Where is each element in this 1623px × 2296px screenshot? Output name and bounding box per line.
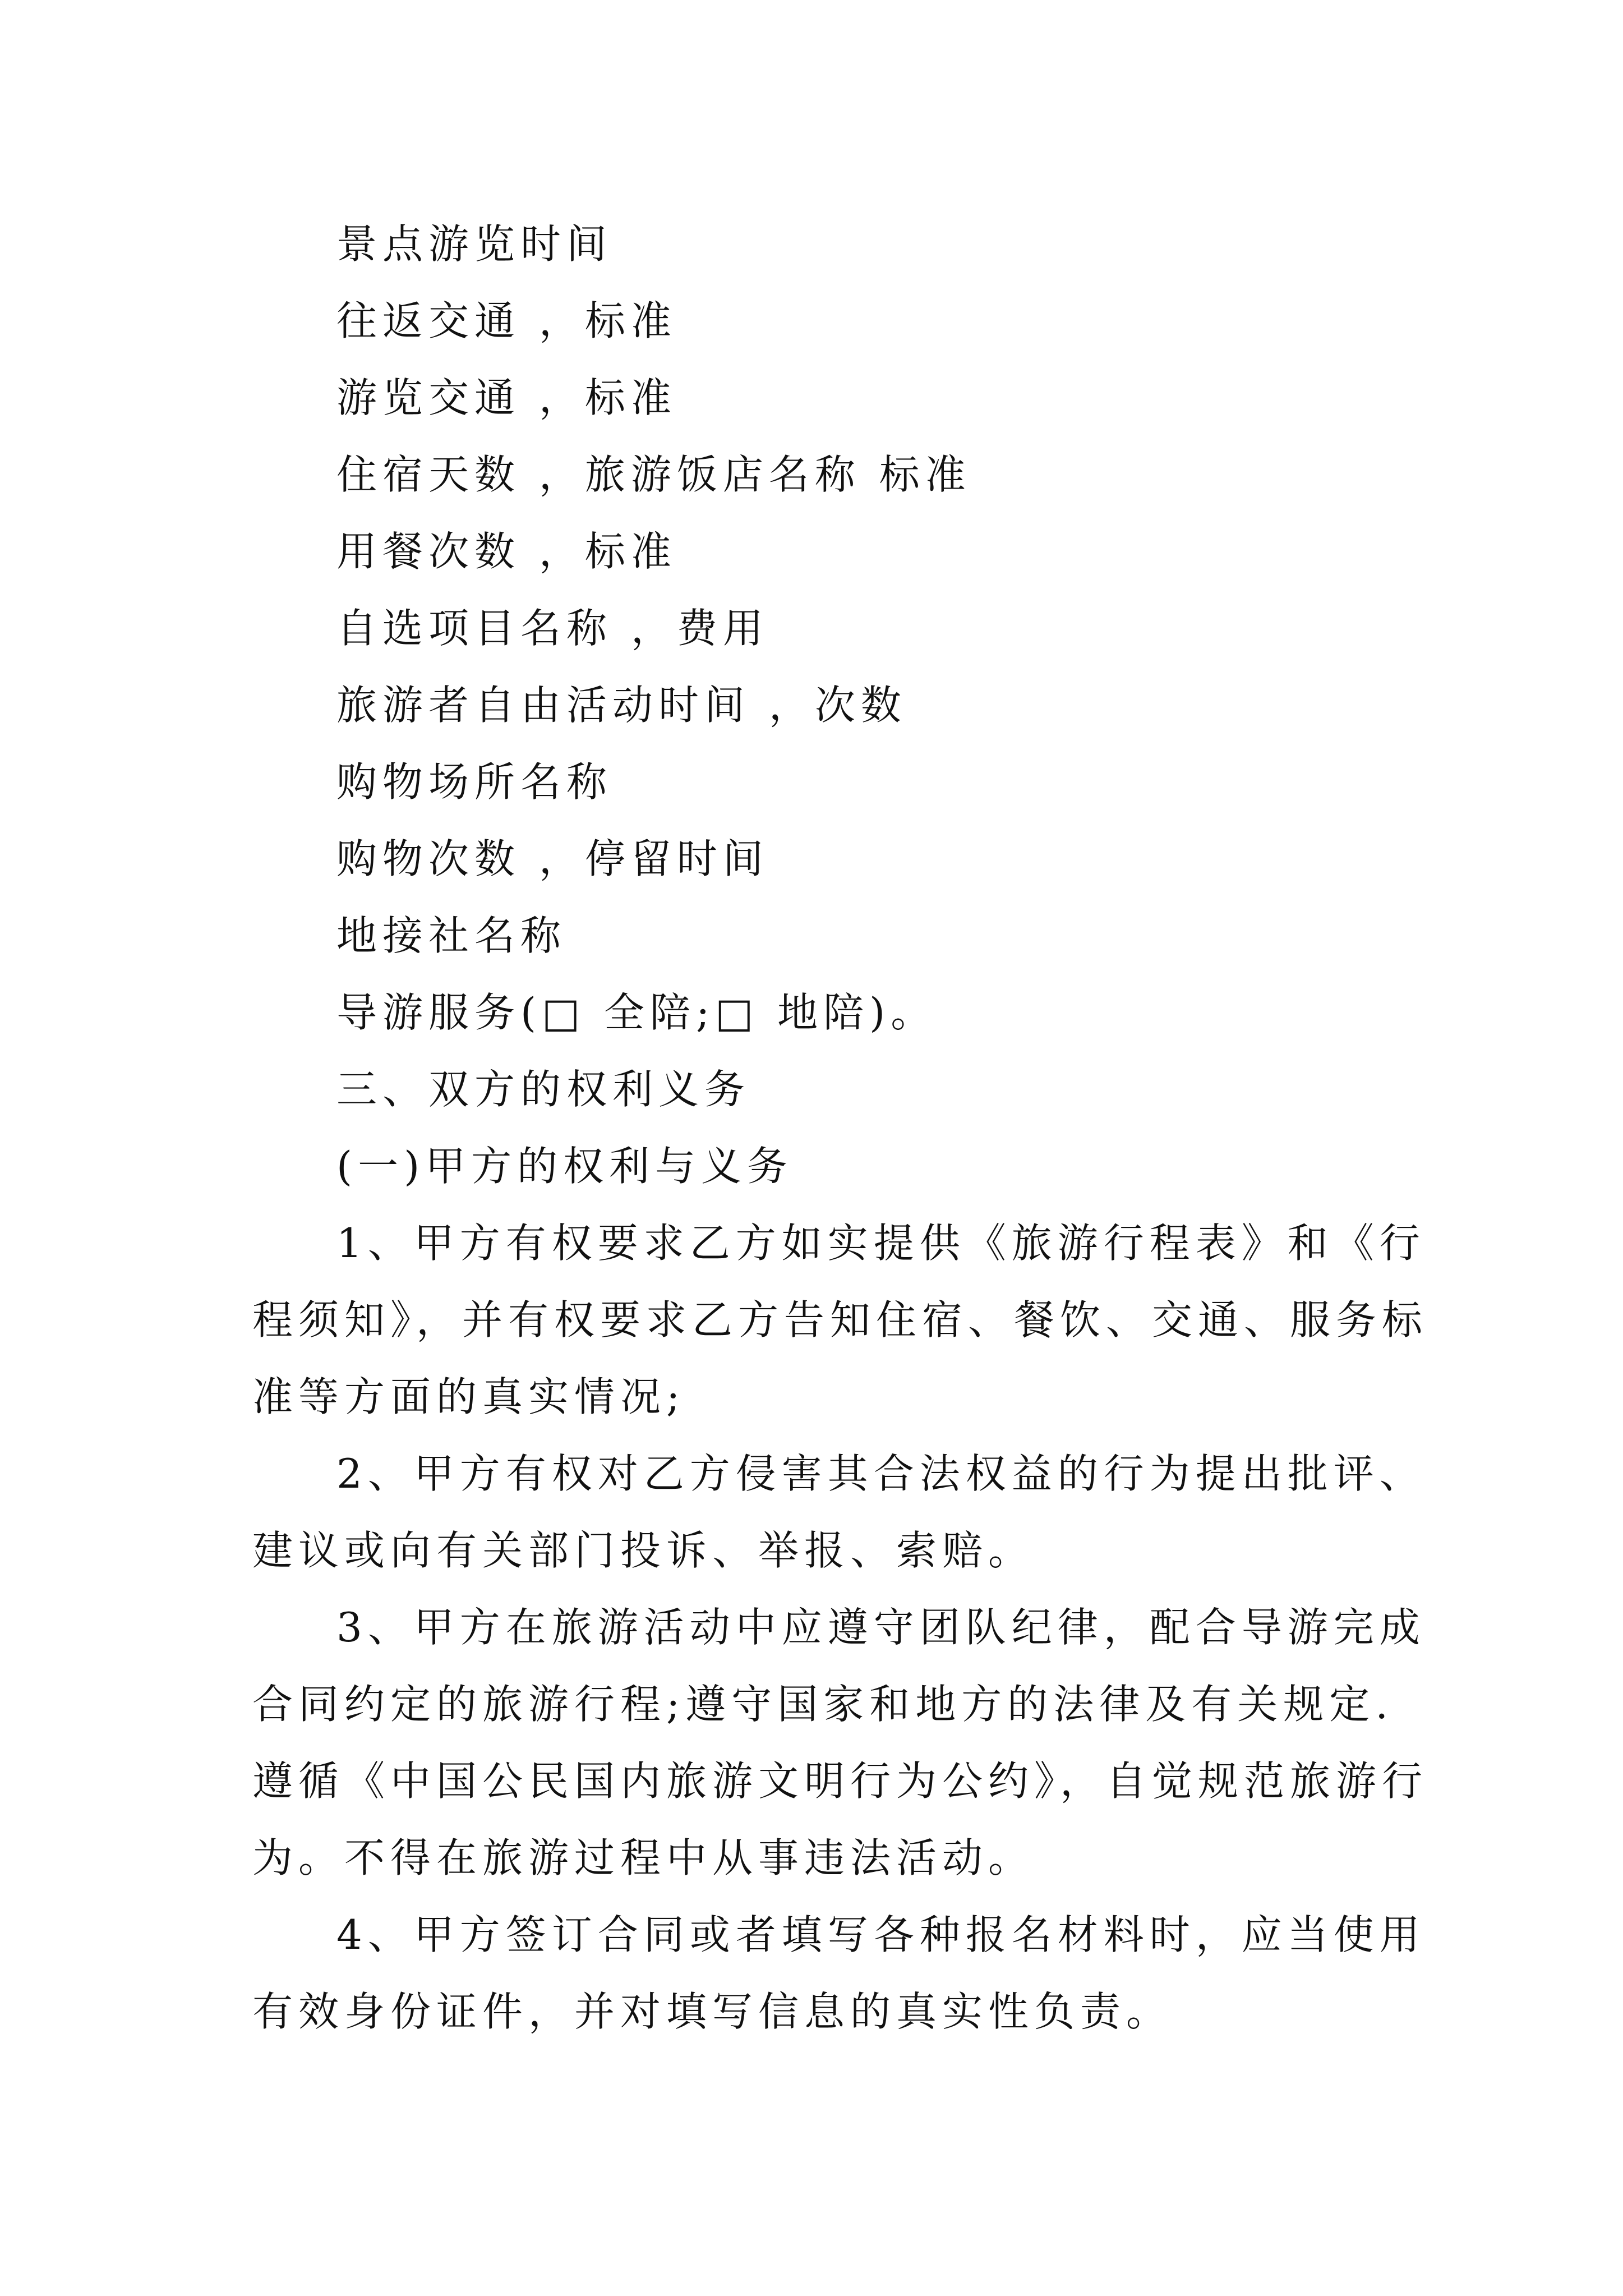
itinerary-item: 导游服务(□ 全陪;□ 地陪)。 — [336, 989, 937, 1036]
itinerary-item: 购物次数 ，停留时间 — [336, 835, 769, 882]
itinerary-item: 用餐次数 ，标准 — [336, 528, 677, 575]
itinerary-item: 自选项目名称 ，费用 — [336, 605, 769, 652]
section-heading: 三、双方的权利义务 — [336, 1066, 751, 1113]
itinerary-item: 旅游者自由活动时间 ，次数 — [336, 682, 907, 729]
itinerary-item: 购物场所名称 — [336, 758, 613, 806]
itinerary-item: 游览交通 ，标准 — [336, 374, 677, 421]
itinerary-item: 住宿天数 ，旅游饭店名称 标准 — [336, 451, 971, 498]
clause-1-line: 准等方面的真实情况; — [252, 1373, 686, 1420]
clause-3-line: 合同约定的旅游行程;遵守国家和地方的法律及有关规定. — [252, 1681, 1394, 1728]
itinerary-item: 景点游览时间 — [336, 220, 613, 268]
clause-1-line: 程须知》，并有权要求乙方告知住宿、餐饮、交通、服务标 — [252, 1296, 1428, 1343]
itinerary-item: 往返交通 ，标准 — [336, 297, 677, 344]
itinerary-item: 地接社名称 — [336, 912, 567, 959]
subsection-heading: (一)甲方的权利与义务 — [336, 1143, 794, 1190]
clause-3-line: 为。不得在旅游过程中从事违法活动。 — [252, 1834, 1035, 1881]
clause-2-line: 建议或向有关部门投诉、举报、索赔。 — [252, 1527, 1035, 1574]
clause-4-line: 有效身份证件，并对填写信息的真实性负责。 — [252, 1988, 1173, 2035]
clause-3-line: 3、甲方在旅游活动中应遵守团队纪律，配合导游完成 — [336, 1604, 1426, 1651]
clause-3-line: 遵循《中国公民国内旅游文明行为公约》，自觉规范旅游行 — [252, 1757, 1428, 1805]
clause-4-line: 4、甲方签订合同或者填写各种报名材料时，应当使用 — [336, 1911, 1426, 1958]
clause-2-line: 2、甲方有权对乙方侵害其合法权益的行为提出批评、 — [336, 1450, 1426, 1497]
clause-1-line: 1、甲方有权要求乙方如实提供《旅游行程表》和《行 — [336, 1220, 1426, 1267]
